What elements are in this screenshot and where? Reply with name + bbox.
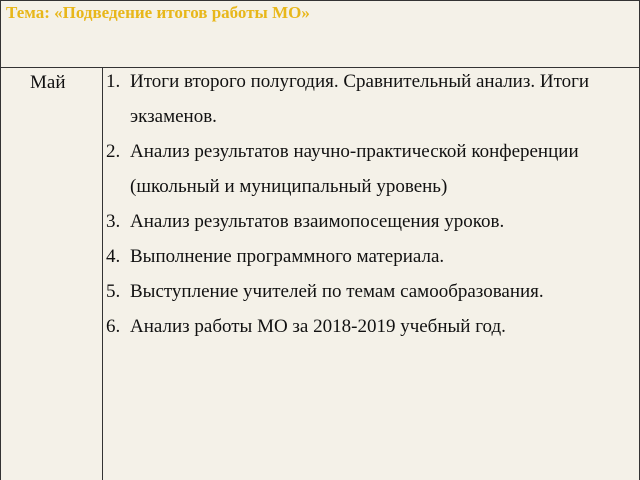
column-divider bbox=[102, 67, 103, 480]
list-item-number: 4. bbox=[106, 246, 121, 267]
list-item bbox=[106, 239, 638, 274]
list-item bbox=[106, 134, 638, 204]
list-item bbox=[106, 204, 638, 239]
month-cell: Май bbox=[30, 72, 66, 93]
list-item-text: Анализ работы МО за 2018-2019 учебный год. bbox=[130, 316, 506, 337]
table-border-left bbox=[0, 0, 1, 480]
list-item bbox=[106, 309, 638, 344]
list-item-text: Выполнение программного материала. bbox=[130, 246, 445, 267]
table-border-top bbox=[0, 0, 640, 1]
list-item-text: Итоги второго полугодия. Сравнительный анализ. Итоги экзаменов. bbox=[130, 71, 590, 127]
list-item bbox=[106, 64, 638, 134]
list-item bbox=[106, 274, 638, 309]
list-item-text: Выступление учителей по темам самообразования. bbox=[130, 281, 544, 302]
page-title: Тема: «Подведение итогов работы МО» bbox=[6, 3, 310, 22]
list-item-number: 5. bbox=[106, 281, 121, 302]
list-item-number: 1. bbox=[106, 71, 121, 92]
list-item-number: 6. bbox=[106, 316, 121, 337]
list-item-text: Анализ результатов взаимопосещения уроков. bbox=[130, 211, 505, 232]
list-item-number: 3. bbox=[106, 211, 121, 232]
list-item-number: 2. bbox=[106, 141, 121, 162]
agenda-list bbox=[106, 64, 638, 344]
list-item-text: Анализ результатов научно-практической конференции (школьный и муниципальный уровень) bbox=[130, 141, 579, 197]
